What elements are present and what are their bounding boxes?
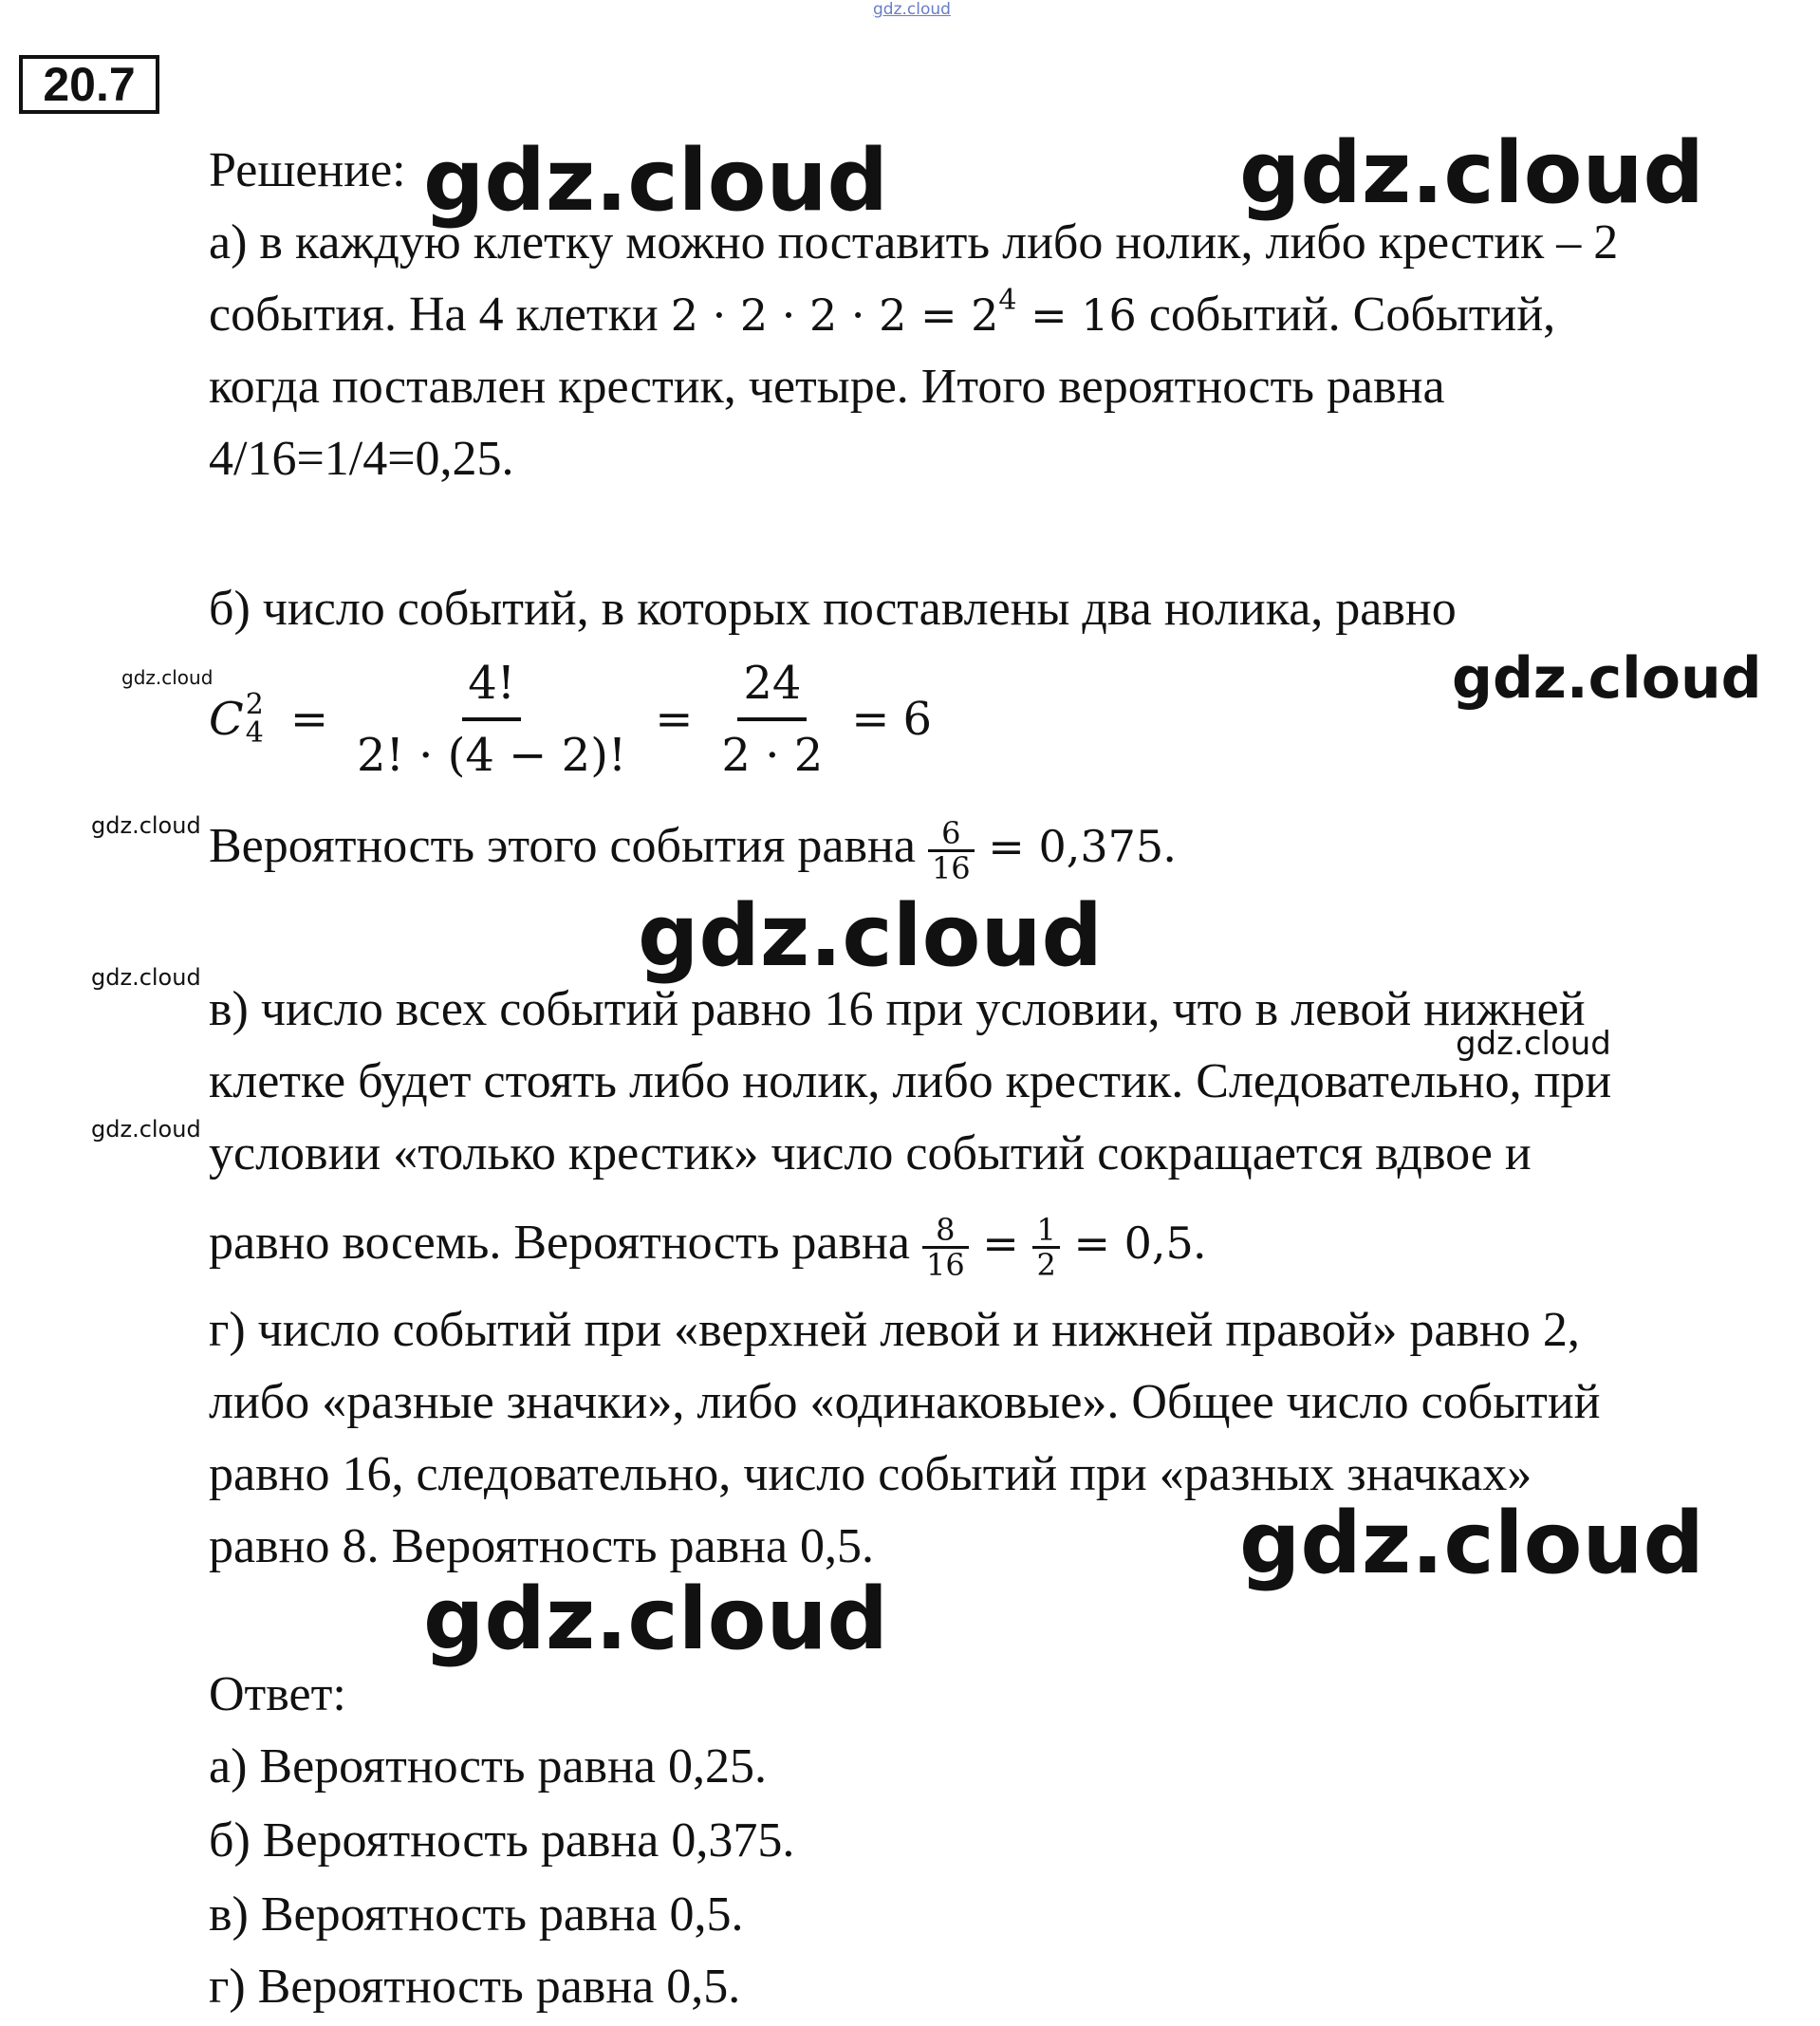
part-v-fraction-2-num: 1 xyxy=(1032,1214,1059,1249)
part-b-line-2-text: Вероятность этого события равна xyxy=(209,819,928,873)
part-a-math: 2 · 2 · 2 · 2 = 2 xyxy=(670,289,999,341)
equals-sign-2: = xyxy=(655,693,694,746)
part-a-line-2-text: события. На 4 клетки xyxy=(209,288,671,342)
part-b-fraction xyxy=(928,814,975,886)
part-v-line-4 xyxy=(209,1205,1206,1281)
watermark: gdz.cloud xyxy=(121,666,214,689)
part-a-line-2-tail: событий. Событий, xyxy=(1136,288,1556,342)
part-g-line-3: равно 16, следовательно, число событий при «разных значках» xyxy=(209,1447,1532,1501)
watermark: gdz.cloud xyxy=(1452,645,1762,712)
part-v-fraction-2 xyxy=(1032,1211,1059,1283)
watermark: gdz.cloud xyxy=(423,1570,888,1669)
part-a-line-4: 4/16=1/4=0,25. xyxy=(209,432,514,486)
fraction-value-denominator: 2 · 2 xyxy=(721,729,824,782)
combination-sub: 4 xyxy=(245,716,264,750)
watermark: gdz.cloud xyxy=(1456,1025,1611,1063)
fraction-value xyxy=(715,655,828,784)
watermark: gdz.cloud xyxy=(1239,123,1704,223)
watermark: gdz.cloud xyxy=(1239,1494,1704,1593)
part-b-period: . xyxy=(1163,819,1177,873)
watermark: gdz.cloud xyxy=(91,964,201,991)
source-link[interactable]: gdz.cloud xyxy=(873,0,951,19)
part-v-period: . xyxy=(1193,1216,1206,1270)
part-v-line-2: клетке будет стоять либо нолик, либо крестик. Следовательно, при xyxy=(209,1054,1612,1108)
problem-number-box: 20.7 xyxy=(19,55,159,114)
answer-v: в) Вероятность равна 0,5. xyxy=(209,1887,744,1942)
part-v-line-4-text: равно восемь. Вероятность равна xyxy=(209,1216,922,1270)
part-g-line-4: равно 8. Вероятность равна 0,5. xyxy=(209,1519,875,1573)
answer-heading: Ответ: xyxy=(209,1667,346,1721)
fraction-factorial-numerator: 4! xyxy=(462,655,521,721)
equals-sign-1: = xyxy=(289,693,329,746)
part-b-result: = 0,375 xyxy=(974,821,1164,872)
part-a-exponent: 4 xyxy=(998,284,1017,317)
watermark: gdz.cloud xyxy=(91,812,201,839)
watermark: gdz.cloud xyxy=(423,131,888,231)
fraction-factorial xyxy=(351,655,632,784)
part-a-line-3: когда поставлен крестик, четыре. Итого вероятность равна xyxy=(209,360,1445,414)
combination-result: 6 xyxy=(902,693,933,746)
part-v-fraction-1 xyxy=(922,1211,969,1283)
part-b-fraction-den: 16 xyxy=(931,849,971,886)
combination-symbol: C xyxy=(209,693,244,746)
watermark: gdz.cloud xyxy=(638,886,1103,986)
part-g-line-2: либо «разные значки», либо «одинаковые». Общее число событий xyxy=(209,1375,1601,1429)
equals-sign-3: = xyxy=(851,693,890,746)
part-g-line-1: г) число событий при «верхней левой и нижней правой» равно 2, xyxy=(209,1303,1580,1357)
part-v-equals: = xyxy=(968,1217,1033,1269)
answer-b: б) Вероятность равна 0,375. xyxy=(209,1813,795,1868)
part-v-result: = 0,5 xyxy=(1059,1217,1194,1269)
answer-g: г) Вероятность равна 0,5. xyxy=(209,1960,741,2014)
combination-indices xyxy=(245,688,264,750)
part-a-line-1: а) в каждую клетку можно поставить либо нолик, либо крестик – 2 xyxy=(209,215,1619,270)
part-b-line-1: б) число событий, в которых поставлены два нолика, равно xyxy=(209,582,1457,636)
combination-sup: 2 xyxy=(245,688,264,721)
part-v-fraction-1-num: 8 xyxy=(922,1214,969,1249)
part-b-fraction-num: 6 xyxy=(928,817,975,852)
part-v-line-1: в) число всех событий равно 16 при условии, что в левой нижней xyxy=(209,982,1586,1036)
fraction-value-numerator: 24 xyxy=(737,655,807,721)
watermark: gdz.cloud xyxy=(91,1116,201,1143)
part-a-line-2 xyxy=(209,284,1556,344)
answer-a: а) Вероятность равна 0,25. xyxy=(209,1739,767,1794)
part-v-fraction-1-den: 16 xyxy=(925,1246,965,1283)
combination-formula xyxy=(209,653,932,786)
part-v-fraction-2-den: 2 xyxy=(1036,1246,1056,1283)
part-v-line-3: условии «только крестик» число событий сокращается вдвое и xyxy=(209,1126,1532,1180)
solution-heading: Решение: xyxy=(209,143,406,197)
part-a-math-result: = 16 xyxy=(1016,289,1137,341)
part-b-line-2 xyxy=(209,809,1176,884)
fraction-factorial-denominator: 2! · (4 − 2)! xyxy=(357,729,627,782)
